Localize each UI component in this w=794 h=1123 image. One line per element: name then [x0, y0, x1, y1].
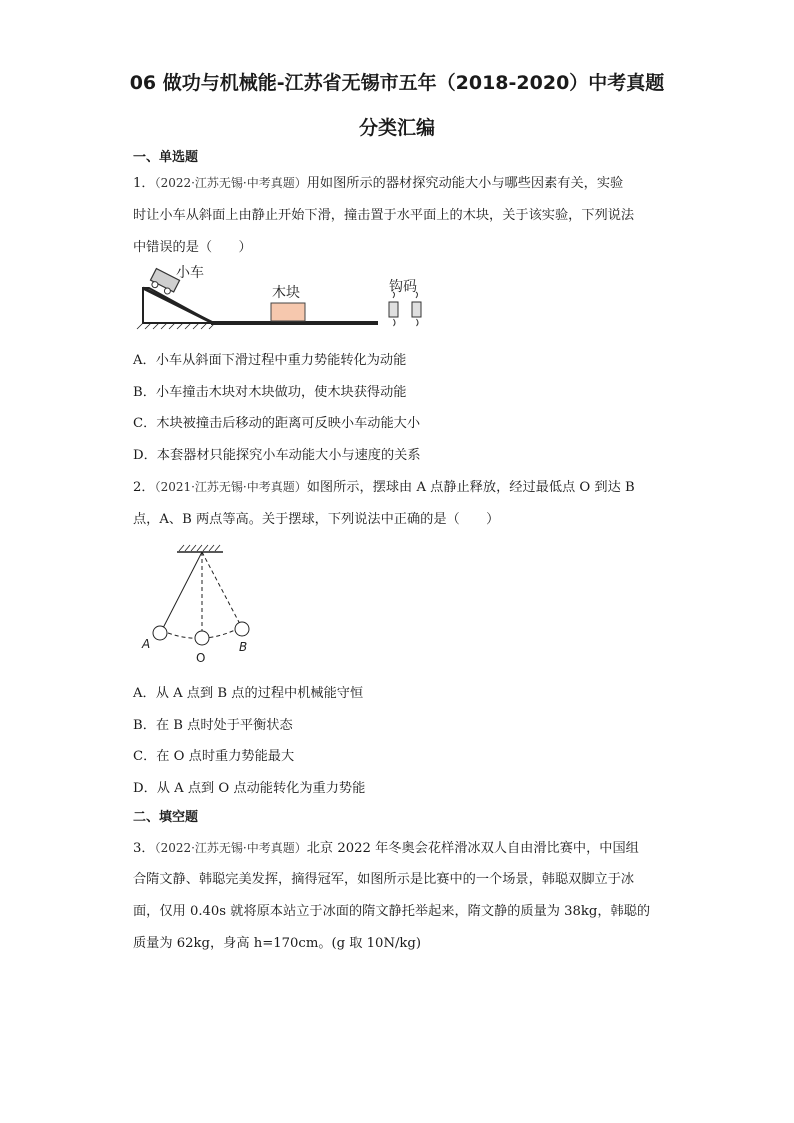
q1-figure-incline-experiment — [133, 262, 433, 334]
weights-label: 钩码 — [389, 279, 417, 295]
q1-option-c: C．木块被撞击后移动的距离可反映小车动能大小 — [133, 416, 421, 431]
q2-option-b: B．在 B 点时处于平衡状态 — [133, 718, 293, 733]
document-title-line1: 06 做功与机械能-江苏省无锡市五年（2018-2020）中考真题 — [129, 72, 665, 94]
q2-text-line2: 点，A、B 两点等高。关于摆球，下列说法中正确的是（ ） — [133, 512, 500, 527]
cart-label: 小车 — [176, 265, 204, 281]
q1-number: 1． — [133, 176, 155, 191]
q3-line1 — [133, 837, 639, 856]
label-a: A — [142, 637, 151, 651]
q1-text-line2: 时让小车从斜面上由静止开始下滑，撞击置于水平面上的木块，关于该实验，下列说法 — [133, 208, 635, 223]
section-heading-fill-blank: 二、填空题 — [133, 810, 199, 825]
wooden-block — [271, 303, 305, 321]
ball-a — [153, 626, 167, 640]
q3-text-line4: 质量为 62kg，身高 h=170cm。(g 取 10N/kg) — [133, 936, 422, 951]
string-b — [202, 552, 241, 626]
section-heading-single-choice: 一、单选题 — [133, 150, 199, 165]
label-o: O — [196, 651, 206, 665]
q1-source: （2022·江苏无锡·中考真题） — [154, 176, 307, 190]
label-b: B — [239, 640, 248, 654]
q3-source: （2022·江苏无锡·中考真题） — [154, 841, 307, 855]
string-a — [162, 552, 202, 630]
hook-weight-icon — [389, 292, 421, 326]
ball-b — [235, 622, 249, 636]
q2-source: （2021·江苏无锡·中考真题） — [154, 480, 307, 494]
q2-figure-pendulum — [133, 540, 273, 668]
q1-line1 — [133, 172, 623, 191]
q2-option-c: C．在 O 点时重力势能最大 — [133, 749, 295, 764]
q1-option-d: D．本套器材只能探究小车动能大小与速度的关系 — [133, 448, 421, 463]
q2-number: 2． — [133, 480, 155, 495]
q3-text-line3: 面，仅用 0.40s 就将原本站立于冰面的隋文静托举起来，隋文静的质量为 38kg，韩聪的 — [133, 904, 651, 919]
q3-text-line2: 合隋文静、韩聪完美发挥，摘得冠军，如图所示是比赛中的一个场景，韩聪双脚立于冰 — [133, 872, 635, 887]
q2-option-a: A．从 A 点到 B 点的过程中机械能守恒 — [133, 686, 364, 701]
q1-option-a: A．小车从斜面下滑过程中重力势能转化为动能 — [133, 353, 407, 368]
q2-line1 — [133, 476, 635, 495]
q3-number: 3． — [133, 841, 155, 856]
q1-text-line1: 用如图所示的器材探究动能大小与哪些因素有关，实验 — [306, 176, 624, 191]
block-label: 木块 — [272, 285, 300, 301]
ball-o — [195, 631, 209, 645]
q1-text-line3: 中错误的是（ ） — [133, 240, 252, 255]
document-title-line2: 分类汇编 — [358, 117, 435, 139]
q2-text-line1: 如图所示，摆球由 A 点静止释放，经过最低点 O 到达 B — [306, 480, 635, 495]
q2-option-d: D．从 A 点到 O 点动能转化为重力势能 — [133, 781, 366, 796]
q3-text-line1: 北京 2022 年冬奥会花样滑冰双人自由滑比赛中，中国组 — [306, 841, 639, 856]
q1-option-b: B．小车撞击木块对木块做功，使木块获得动能 — [133, 385, 407, 400]
